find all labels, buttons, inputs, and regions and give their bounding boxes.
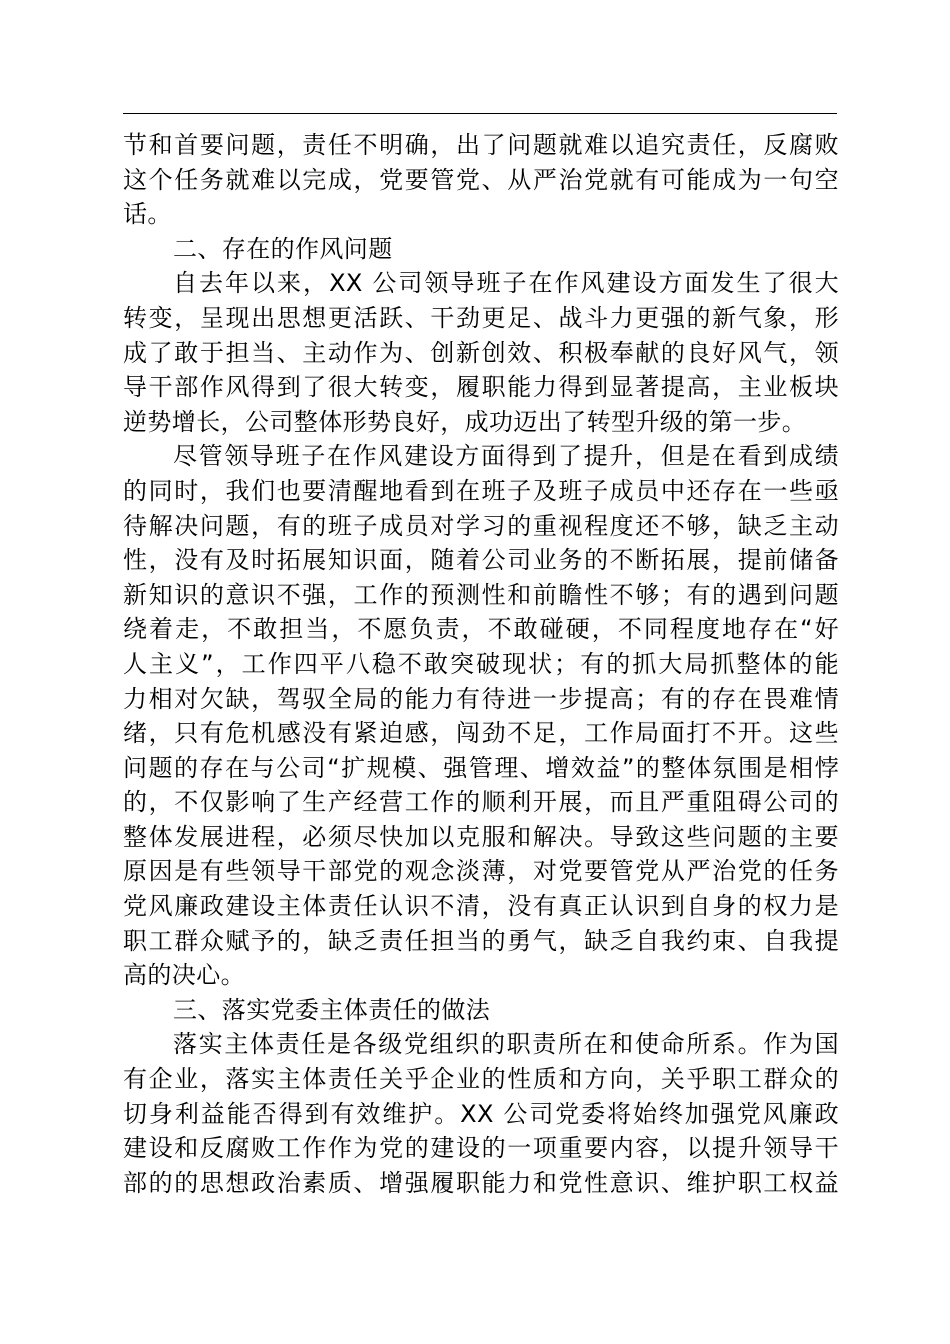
text-line: 导干部作风得到了很大转变，履职能力得到显著提高，主业板块: [123, 373, 839, 402]
text-line: 新知识的意识不强，工作的预测性和前瞻性不够；有的遇到问题: [123, 580, 839, 609]
text-line: 成了敢于担当、主动作为、创新创效、积极奉献的良好风气，领: [123, 338, 839, 367]
text-line: 绪，只有危机感没有紧迫感，闯劲不足，工作局面打不开。这些: [123, 719, 839, 748]
text-line: 节和首要问题，责任不明确，出了问题就难以追究责任，反腐败: [123, 131, 839, 159]
text-line: 性，没有及时拓展知识面，随着公司业务的不断拓展，提前储备: [123, 546, 839, 575]
text-line: 整体发展进程，必须尽快加以克服和解决。导致这些问题的主要: [123, 822, 839, 851]
text-line: 转变，呈现出思想更活跃、干劲更足、战斗力更强的新气象，形: [123, 303, 839, 332]
text-line: 建设和反腐败工作作为党的建设的一项重要内容，以提升领导干: [123, 1134, 839, 1163]
header-rule: [123, 113, 837, 114]
text-line: 待解决问题，有的班子成员对学习的重视程度还不够，缺乏主动: [123, 511, 839, 540]
body-text: [123, 128, 839, 1200]
text-line: 这个任务就难以完成，党要管党、从严治党就有可能成为一句空: [123, 165, 839, 194]
text-line: 职工群众赋予的，缺乏责任担当的勇气，缺乏自我约束、自我提: [123, 926, 839, 955]
text-line: 高的决心。: [123, 961, 245, 990]
section-heading-3: 三、落实党委主体责任的做法: [173, 995, 491, 1024]
text-line: 落实主体责任是各级党组织的职责所在和使命所系。作为国: [173, 1030, 839, 1059]
text-line: 的同时，我们也要清醒地看到在班子及班子成员中还存在一些亟: [123, 476, 839, 505]
text-line: 话。: [123, 200, 172, 229]
text-line: 绕着走，不敢担当，不愿负责，不敢碰硬，不同程度地存在“好: [123, 615, 839, 644]
text-line: 原因是有些领导干部党的观念淡薄，对党要管党从严治党的任务: [123, 857, 839, 886]
text-line: 的，不仅影响了生产经营工作的顺利开展，而且严重阻碍公司的: [123, 788, 839, 817]
text-line: 人主义”，工作四平八稳不敢突破现状；有的抓大局抓整体的能: [123, 649, 839, 678]
section-heading-2: 二、存在的作风问题: [173, 234, 393, 263]
text-line: 逆势增长，公司整体形势良好，成功迈出了转型升级的第一步。: [123, 407, 807, 436]
text-line: 问题的存在与公司“扩规模、强管理、增效益”的整体氛围是相悖: [123, 753, 839, 782]
text-line: 尽管领导班子在作风建设方面得到了提升，但是在看到成绩: [173, 442, 839, 471]
text-line: 党风廉政建设主体责任认识不清，没有真正认识到自身的权力是: [123, 892, 839, 921]
text-line: 力相对欠缺，驾驭全局的能力有待进一步提高；有的存在畏难情: [123, 684, 839, 713]
text-line: 切身利益能否得到有效维护。XX 公司党委将始终加强党风廉政: [123, 1099, 839, 1128]
text-line: 有企业，落实主体责任关乎企业的性质和方向，关乎职工群众的: [123, 1065, 839, 1094]
text-line: 部的的思想政治素质、增强履职能力和党性意识、维护职工权益: [123, 1168, 839, 1197]
text-line: 自去年以来，XX 公司领导班子在作风建设方面发生了很大: [173, 269, 839, 298]
